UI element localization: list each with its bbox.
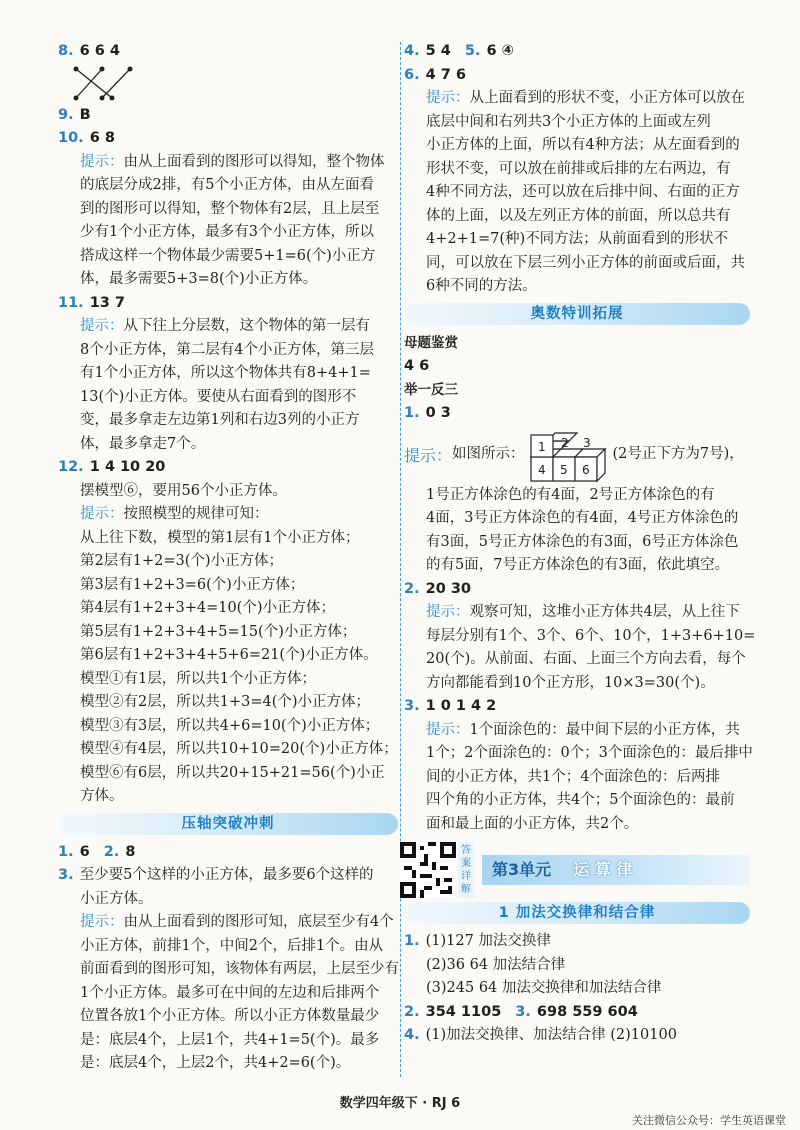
hint-text: 由从上面看到的图形可以得知，整个物体	[123, 153, 385, 170]
answer-line	[58, 785, 398, 809]
hint-text: 按照模型的规律可知：	[123, 506, 269, 522]
line-text: 4+2+1=7(种)不同方法；从前面看到的形状不	[426, 231, 729, 247]
line-text: 底层中间和右列共3个小正方体的上面或左列	[426, 113, 711, 130]
answer-line	[404, 601, 750, 625]
line-text: 模型②有2层，所以共1+3=4(个)小正方体；	[80, 694, 371, 710]
line-text: 体的上面，以及左列正方体的前面，所以总共有	[426, 207, 731, 224]
answer-line	[58, 480, 398, 504]
line-text: 20(个)。从前面、右面、上面三个方向去看，每个	[426, 651, 746, 667]
cube-label-3: 3	[582, 435, 591, 450]
line-text: 少有1个小正方体，最多有3个小正方体，所以	[80, 224, 374, 240]
unit-title	[482, 855, 750, 885]
qr-tag: 答案详解	[458, 842, 474, 898]
answer-line	[58, 1052, 398, 1076]
line-text: 每层分别有1个、3个、6个、10个，1+3+6+10=	[426, 627, 756, 644]
answer-value: 6 6 4	[79, 43, 120, 59]
answer-line	[58, 409, 398, 433]
hint-text: 从下往上分层数，这个物体的第一层有	[123, 318, 370, 334]
cube-label-2: 2	[560, 435, 569, 450]
line-text: (2)36 64 加法结合律	[426, 956, 566, 973]
line-text: 6种不同的方法。	[426, 278, 537, 294]
answer-line	[404, 484, 750, 508]
answer-line	[58, 292, 398, 316]
question-number: 3.	[58, 867, 74, 883]
answer-line	[404, 111, 750, 135]
answer-text: (1)加法交换律、加法结合律 (2)10100	[425, 1027, 677, 1043]
cube-figure	[525, 427, 607, 483]
answer-value: B	[79, 106, 91, 123]
hint-text: 从上面看到的形状不变，小正方体可以放在	[469, 90, 745, 106]
answer-line	[58, 888, 398, 912]
hint-label: 提示：	[80, 914, 124, 930]
line-text: 到的图形可以得知，整个物体有2层，且上层至	[80, 200, 380, 217]
line-text: 方向都能看到10个正方形，10×3=30(个)。	[426, 674, 715, 691]
question-number: 8.	[58, 43, 74, 59]
question-number: 3.	[515, 1003, 531, 1020]
section-banner: 压轴突破冲刺	[58, 813, 398, 835]
subsection-title: 母题鉴赏	[404, 334, 458, 351]
answer-value: 8	[125, 843, 136, 860]
hint-text: 1个面涂色的：最中间下层的小正方体，共	[469, 721, 740, 738]
answer-line	[58, 1005, 398, 1029]
answer-value: 0 3	[425, 405, 451, 421]
cube-label-4: 4	[537, 462, 546, 477]
answer-line	[404, 672, 750, 696]
question-number: 4.	[404, 43, 420, 59]
answer-line	[58, 715, 398, 739]
answer-line	[58, 738, 398, 762]
hint-label: 提示：	[426, 721, 470, 738]
answer-line	[404, 252, 750, 276]
cross-figure-row	[58, 64, 398, 104]
answer-line	[404, 181, 750, 205]
line-text: 是：底层4个，上层1个，共4+1=5(个)。最多	[80, 1031, 380, 1048]
line-text: 4面，3号正方体涂色的有4面，4号正方体涂色的	[426, 510, 739, 526]
line-text: 方体。	[80, 788, 124, 804]
answer-line	[58, 958, 398, 982]
answer-line	[58, 104, 398, 128]
answer-line	[58, 362, 398, 386]
answer-line	[58, 911, 398, 935]
subsection-title: 举一反三	[404, 382, 458, 398]
answer-line	[58, 198, 398, 222]
answer-line	[404, 87, 750, 111]
line-text: 1个；2个面涂色的：0个；3个面涂色的：最后排中	[426, 745, 753, 761]
line-text: 第2层有1+2=3(个)小正方体；	[80, 553, 284, 569]
question-number: 1.	[58, 843, 74, 860]
answer-line	[404, 531, 750, 555]
answer-line	[58, 762, 398, 786]
right-column	[404, 40, 756, 1048]
line-text: 1个小正方体。最多可在中间的左边和后排两个	[80, 984, 380, 1001]
answer-line	[404, 789, 750, 813]
line-text: 四个角的小正方体，共4个；5个面涂色的：最前	[426, 792, 735, 808]
line-text: (3)245 64 加法交换律和加法结合律	[426, 980, 662, 996]
answer-line	[404, 507, 750, 531]
answer-value: 13 7	[89, 294, 126, 311]
answer-line	[404, 813, 750, 837]
answer-value: 1 4 10 20	[89, 459, 166, 475]
answer-line	[58, 691, 398, 715]
answer-text: 至少要5个这样的小正方体，最多要6个这样的	[79, 867, 374, 883]
unit-header	[400, 842, 750, 898]
line-text: 第5层有1+2+3+4+5=15(个)小正方体；	[80, 623, 357, 640]
line-text: 形状不变，可以放在前排或后排的左右两边，有	[426, 160, 731, 177]
answer-line	[404, 977, 750, 1001]
answer-value: 5 4	[425, 43, 451, 59]
answer-line	[404, 40, 750, 64]
line-text: 搭成这样一个物体最少需要5+1=6(个)小正方	[80, 247, 376, 264]
section-banner: 1 加法交换律和结合律	[404, 902, 750, 924]
question-number: 2.	[404, 1003, 420, 1020]
question-number: 1.	[404, 405, 420, 421]
line-text: 间的小正方体，共1个；4个面涂色的：后两排	[426, 768, 720, 785]
line-text: 摆模型⑥，要用56个小正方体。	[80, 482, 287, 499]
answer-line	[58, 315, 398, 339]
qr-code-icon	[400, 842, 456, 898]
unit-number: 第3单元	[492, 860, 552, 879]
answer-line	[58, 433, 398, 457]
answer-value: 1 0 1 4 2	[425, 698, 497, 714]
question-number: 6.	[404, 66, 420, 83]
line-text: 8个小正方体，第二层有4个小正方体，第三层	[80, 341, 374, 358]
answer-line	[404, 158, 750, 182]
answer-line	[58, 527, 398, 551]
hint-label: 提示：	[426, 604, 470, 620]
answer-line	[404, 402, 750, 426]
section-banner: 奥数特训拓展	[404, 303, 750, 325]
line-text: 体，最多需要5+3=8(个)小正方体。	[80, 271, 318, 287]
answer-line	[404, 766, 750, 790]
line-text: 第3层有1+2+3=6(个)小正方体；	[80, 576, 305, 593]
answer-value: 4 7 6	[425, 66, 466, 83]
answer-line	[404, 1001, 750, 1025]
answer-line	[58, 935, 398, 959]
line-text: 面和最上面的小正方体，共2个。	[426, 815, 639, 832]
answer-line	[58, 550, 398, 574]
hint-text-after: (2号正下方为7号)，	[612, 445, 744, 462]
cube-label-6: 6	[581, 462, 590, 477]
answer-line	[58, 644, 398, 668]
line-text: 模型①有1层，所以共1个小正方体；	[80, 670, 316, 687]
hint-label: 提示：	[80, 506, 124, 522]
answer-line	[58, 621, 398, 645]
answer-line	[58, 127, 398, 151]
hint-label: 提示：	[80, 153, 124, 170]
line-text: 1号正方体涂色的有4面，2号正方体涂色的有	[426, 486, 715, 503]
answer-line	[58, 574, 398, 598]
line-text: 小正方体。	[80, 890, 153, 907]
answer-line	[58, 339, 398, 363]
answer-line	[404, 930, 750, 954]
answer-line	[404, 134, 750, 158]
answer-line	[404, 1024, 750, 1048]
hint-text: 观察可知，这堆小正方体共4层，从上往下	[469, 604, 740, 620]
line-text: 有3面，5号正方体涂色的有3面，6号正方体涂色	[426, 533, 739, 550]
answer-line	[58, 386, 398, 410]
cross-lines-figure	[72, 64, 142, 104]
answer-line	[58, 245, 398, 269]
line-text: 模型③有3层，所以共4+6=10(个)小正方体；	[80, 717, 380, 734]
answer-line	[58, 864, 398, 888]
answer-line	[58, 174, 398, 198]
answer-value: 6 8	[89, 130, 115, 146]
page-footer: 数学四年级下 · RJ 6	[339, 1096, 461, 1111]
line-text: 前面看到的图形可知，该物体有两层，上层至少有	[80, 961, 399, 977]
hint-text: 如图所示：	[452, 445, 525, 462]
answer-line	[58, 597, 398, 621]
unit-name: 运 算 律	[573, 860, 633, 879]
answer-line	[404, 648, 750, 672]
column-divider	[400, 42, 401, 1077]
line-text: 体，最多拿走7个。	[80, 435, 206, 452]
answer-line	[404, 742, 753, 766]
answer-line	[58, 40, 398, 64]
line-text: 模型④有4层，所以共10+10=20(个)小正方体；	[80, 741, 398, 757]
question-number: 12.	[58, 459, 84, 475]
qr-code[interactable]	[400, 842, 456, 898]
answer-line	[58, 1029, 398, 1053]
hint-label: 提示：	[80, 318, 124, 334]
answer-line	[58, 841, 398, 865]
line-text: 是：底层4个，上层2个，共4+2=6(个)。	[80, 1055, 351, 1071]
question-number: 9.	[58, 106, 74, 123]
hint-text: 由从上面看到的图形可知，底层至少有4个	[123, 914, 394, 930]
line-text: 位置各放1个小正方体。所以小正方体数量最少	[80, 1008, 380, 1024]
line-text: 小正方体，前排1个，中间2个，后排1个。由从	[80, 937, 384, 954]
line-text: 模型⑥有6层，所以共20+15+21=56(个)小正	[80, 764, 385, 781]
question-number: 4.	[404, 1027, 420, 1043]
answer-line	[404, 625, 756, 649]
question-number: 2.	[404, 580, 420, 597]
answer-line	[404, 578, 750, 602]
question-number: 10.	[58, 130, 84, 146]
cube-hint-row	[404, 426, 750, 484]
answer-line	[58, 151, 398, 175]
answer-value: 6 ④	[486, 43, 514, 59]
answer-line	[404, 64, 750, 88]
line-text: 从上往下数，模型的第1层有1个小正方体；	[80, 529, 360, 546]
answer-line	[404, 205, 750, 229]
footnote: 关注微信公众号：学生英语课堂	[632, 1114, 786, 1127]
answer-line	[58, 456, 398, 480]
answer-line	[58, 221, 398, 245]
left-column	[58, 40, 398, 1076]
line-text: 13(个)小正方体。要使从右面看到的图形不	[80, 388, 357, 405]
line-text: 4种不同方法，还可以放在后排中间、右面的正方	[426, 184, 740, 200]
answer-text: (1)127 加法交换律	[425, 933, 551, 949]
cube-label-5: 5	[559, 462, 568, 477]
answer-line	[404, 275, 750, 299]
answer-value: 20 30	[425, 580, 472, 597]
question-number: 2.	[103, 843, 120, 860]
line-text: 的底层分成2排，有5个小正方体，由从左面看	[80, 177, 374, 193]
question-number: 11.	[58, 294, 84, 311]
answer-value: 354 1105	[425, 1003, 502, 1020]
answer-value: 6	[79, 843, 90, 860]
question-number: 5.	[464, 43, 481, 59]
answer-line	[404, 695, 750, 719]
answer-line	[404, 719, 750, 743]
line-text: 同，可以放在下层三列小正方体的前面或后面，共	[426, 254, 745, 271]
line-text: 的有5面，7号正方体涂色的有3面，依此填空。	[426, 557, 730, 573]
hint-label: 提示：	[404, 446, 453, 465]
answer-value: 4 6	[404, 357, 430, 374]
line-text: 第6层有1+2+3+4+5+6=21(个)小正方体。	[80, 647, 378, 663]
answer-line	[58, 268, 398, 292]
hint-label: 提示：	[426, 90, 470, 106]
answer-value: 698 559 604	[536, 1003, 638, 1020]
line-text: 第4层有1+2+3+4=10(个)小正方体；	[80, 600, 335, 616]
question-number: 1.	[404, 933, 420, 949]
answer-line	[404, 228, 750, 252]
line-text: 变，最多拿走左边第1列和右边3列的小正方	[80, 412, 360, 428]
answer-line	[58, 503, 398, 527]
answer-line	[404, 554, 750, 578]
line-text: 小正方体的上面，所以有4种方法；从左面看到的	[426, 137, 740, 153]
answer-line	[404, 355, 750, 379]
question-number: 3.	[404, 698, 420, 714]
answer-line	[58, 668, 398, 692]
line-text: 有1个小正方体，所以这个物体共有8+4+1=	[80, 365, 371, 381]
answer-line	[404, 954, 750, 978]
answer-line	[58, 982, 398, 1006]
cube-label-1: 1	[537, 439, 546, 454]
